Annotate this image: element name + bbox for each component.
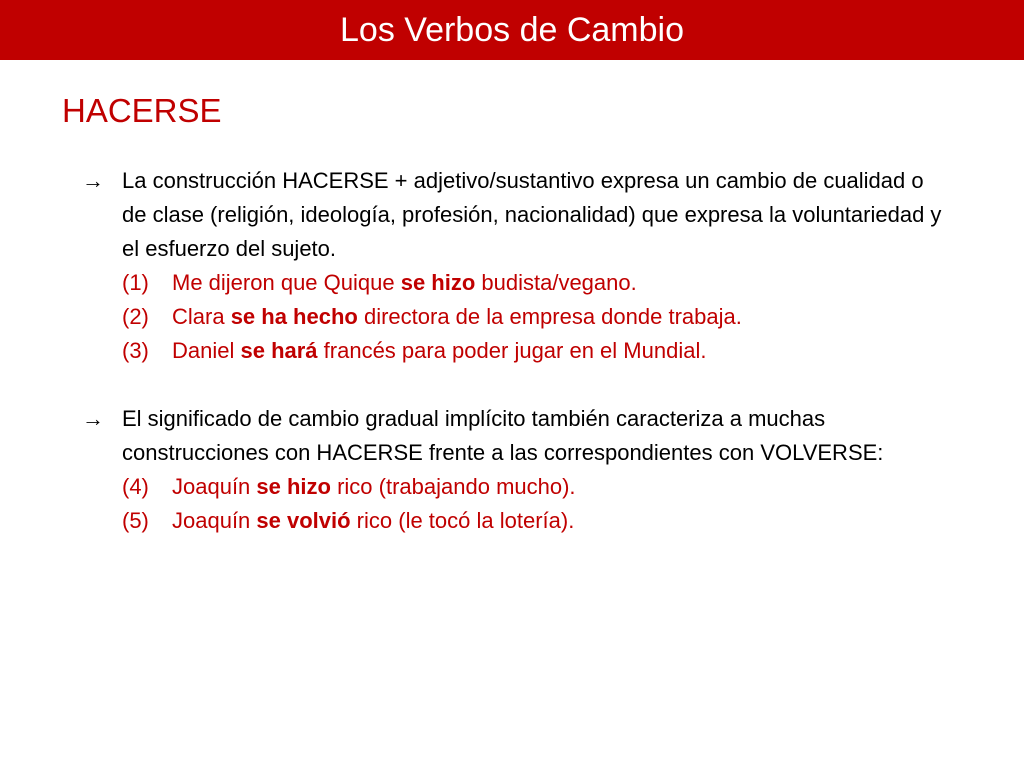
example-verb: se hizo — [256, 474, 331, 499]
example-item — [82, 504, 942, 538]
example-list-2 — [82, 470, 942, 538]
example-pre: Daniel — [172, 338, 241, 363]
example-verb: se volvió — [256, 508, 351, 533]
title-bar — [0, 0, 1024, 60]
example-verb: se ha hecho — [230, 304, 358, 329]
example-post: rico (le tocó la lotería). — [350, 508, 575, 533]
bullet-2 — [82, 402, 942, 470]
bullet-text: El significado de cambio gradual implícito también caracteriza a muchas construcciones con HACERSE frente a las correspondientes con VOLVERSE: — [122, 406, 884, 465]
bullet-text: La construcción HACERSE + adjetivo/sustantivo expresa un cambio de cualidad o de clase (religión, ideología, profesión, nacionalidad) que expresa la voluntariedad y el esfuerzo del sujeto. — [122, 168, 942, 261]
slide-title: Los Verbos de Cambio — [340, 11, 684, 49]
example-number: (2) — [122, 304, 149, 329]
example-post: francés para poder jugar en el Mundial. — [317, 338, 707, 363]
example-post: budista/vegano. — [475, 270, 637, 295]
bullet-1 — [82, 164, 942, 266]
arrow-icon: → — [82, 168, 104, 193]
example-number: (5) — [122, 508, 149, 533]
content-body — [82, 164, 942, 538]
example-list-1 — [82, 266, 942, 368]
arrow-icon: → — [82, 406, 104, 431]
example-pre: Clara — [172, 304, 231, 329]
example-number: (1) — [122, 270, 149, 295]
section-heading: HACERSE — [62, 92, 222, 129]
example-item — [82, 334, 942, 368]
example-pre: Me dijeron que Quique — [172, 270, 401, 295]
example-pre: Joaquín — [172, 508, 257, 533]
example-pre: Joaquín — [172, 474, 257, 499]
example-verb: se hará — [240, 338, 318, 363]
example-number: (3) — [122, 338, 149, 363]
example-item — [82, 300, 942, 334]
spacer — [82, 368, 942, 402]
example-verb: se hizo — [400, 270, 476, 295]
example-number: (4) — [122, 474, 149, 499]
example-item — [82, 266, 942, 300]
example-post: directora de la empresa donde trabaja. — [357, 304, 742, 329]
example-item — [82, 470, 942, 504]
example-post: rico (trabajando mucho). — [330, 474, 576, 499]
